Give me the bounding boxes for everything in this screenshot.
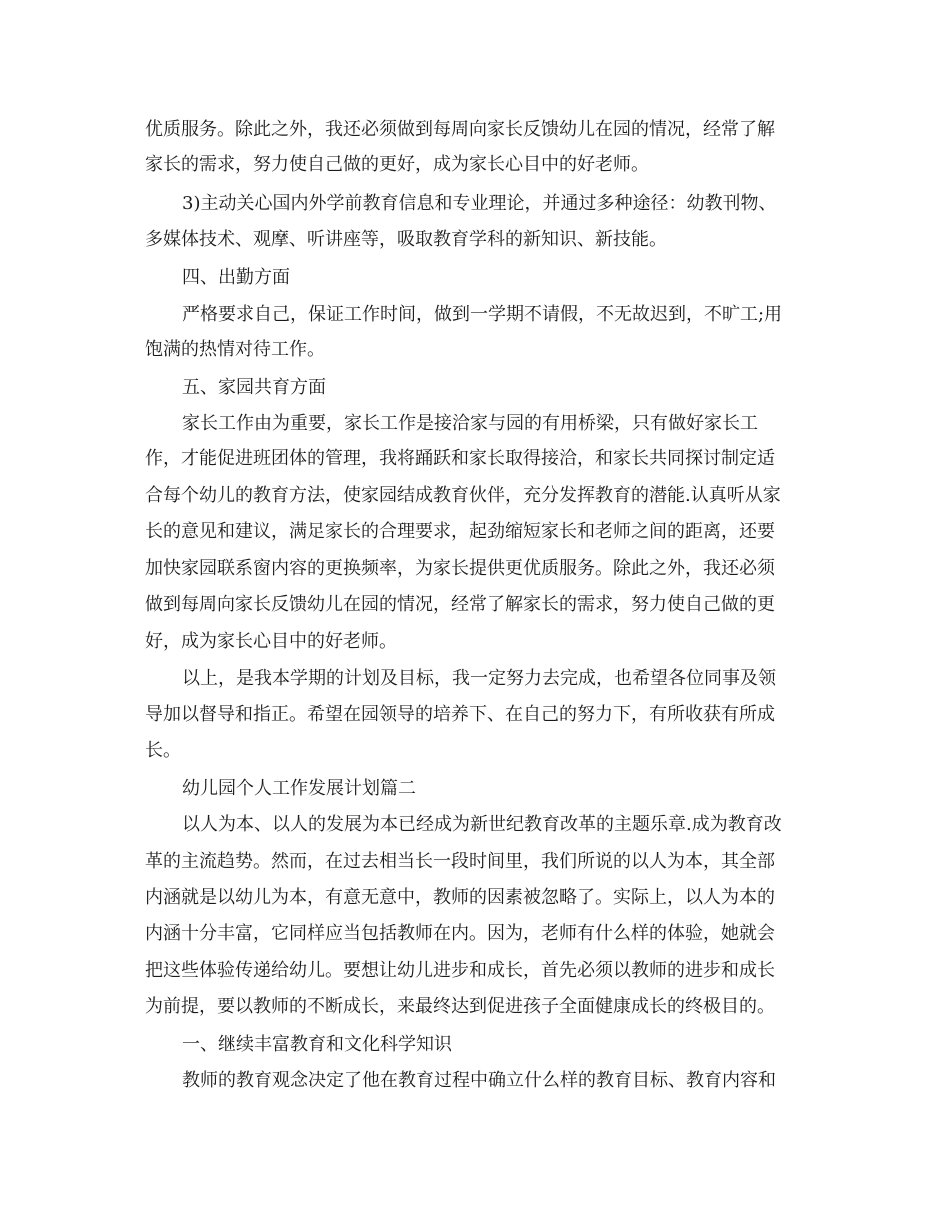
text-line: 把这些体验传递给幼儿。要想让幼儿进步和成长，首先必须以教师的进步和成长 [145,960,775,981]
text-line: 多媒体技术、观摩、听讲座等，吸取教育学科的新知识、新技能。 [145,229,667,250]
text-line: 革的主流趋势。然而，在过去相当长一段时间里，我们所说的以人为本，其全部 [145,851,775,872]
text-line: 严格要求自己，保证工作时间，做到一学期不请假，不无故迟到，不旷工;用 [182,304,783,325]
text-line: 以人为本、以人的发展为本已经成为新世纪教育改革的主题乐章.成为教育改 [182,814,782,835]
text-line: 教师的教育观念决定了他在教育过程中确立什么样的教育目标、教育内容和 [182,1070,776,1091]
text-line: 合每个幼儿的教育方法，使家园结成教育伙伴，充分发挥教育的潜能.认真听从家 [145,485,781,506]
text-line: 做到每周向家长反馈幼儿在园的情况，经常了解家长的需求，努力使自己做的更 [145,594,775,615]
section-heading: 五、家园共育方面 [182,377,326,398]
text-line: 好，成为家长心目中的好老师。 [145,631,397,652]
text-line: 为前提，要以教师的不断成长，来最终达到促进孩子全面健康成长的终极目的。 [145,996,775,1017]
text-line: 长。 [145,740,181,761]
text-line: 内涵就是以幼儿为本，有意无意中，教师的因素被忽略了。实际上，以人为本的 [145,887,775,908]
section-heading: 一、继续丰富教育和文化科学知识 [182,1034,452,1055]
text-line: 家长工作由为重要，家长工作是接洽家与园的有用桥梁，只有做好家长工 [182,413,758,434]
text-line: 内涵十分丰富，它同样应当包括教师在内。因为，老师有什么样的体验，她就会 [145,923,775,944]
text-line: 长的意见和建议，满足家长的合理要求，起劲缩短家长和老师之间的距离，还要 [145,521,775,542]
text-line: 3)主动关心国内外学前教育信息和专业理论，并通过多种途径：幼教刊物、 [182,193,777,214]
text-line: 优质服务。除此之外，我还必须做到每周向家长反馈幼儿在园的情况，经常了解 [145,119,775,140]
text-line: 作，才能促进班团体的管理，我将踊跃和家长取得接洽，和家长共同探讨制定适 [145,448,775,469]
text-line: 加快家园联系窗内容的更换频率，为家长提供更优质服务。除此之外，我还必须 [145,558,775,579]
section-heading: 幼儿园个人工作发展计划篇二 [182,778,416,799]
text-line: 家长的需求，努力使自己做的更好，成为家长心目中的好老师。 [145,154,649,175]
section-heading: 四、出勤方面 [182,267,290,288]
text-line: 以上，是我本学期的计划及目标，我一定努力去完成，也希望各位同事及领 [182,668,776,689]
text-line: 导加以督导和指正。希望在园领导的培养下、在自己的努力下，有所收获有所成 [145,704,775,725]
text-line: 饱满的热情对待工作。 [145,339,325,360]
